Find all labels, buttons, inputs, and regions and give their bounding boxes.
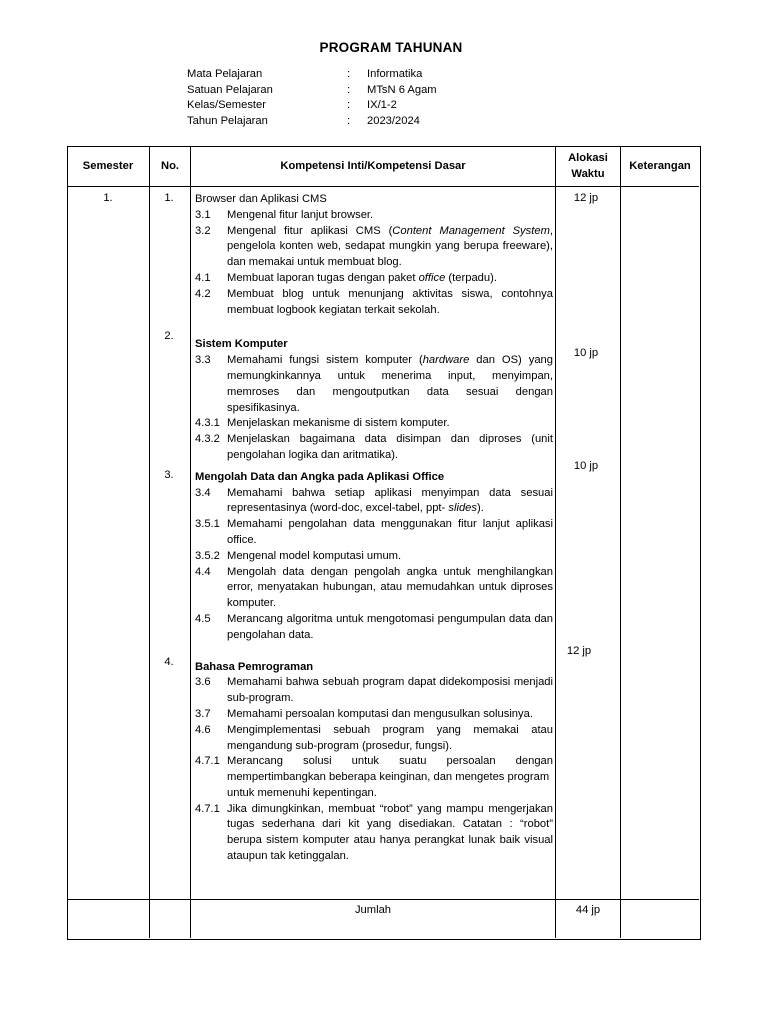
kd-item xyxy=(195,416,553,432)
semester-value: 1. xyxy=(103,192,113,204)
section-no: 4. xyxy=(164,656,174,668)
section-no: 2. xyxy=(164,330,174,342)
section-time: 12 jp xyxy=(573,192,599,204)
kd-text: Memahami persoalan komputasi dan mengusulkan solusinya. xyxy=(227,707,533,720)
header-alokasi-line1: Alokasi xyxy=(568,152,608,164)
total-value: 44 jp xyxy=(575,904,601,916)
kd-item xyxy=(195,612,553,644)
table-divider xyxy=(190,146,191,938)
kd-text: Merancang algoritma untuk mengotomasi pengumpulan data dan pengolahan data. xyxy=(227,612,553,641)
kd-item xyxy=(195,208,553,224)
kd-number: 3.1 xyxy=(195,208,211,221)
meta-colon: : xyxy=(347,83,351,96)
meta-row-class xyxy=(187,98,437,114)
kd-item xyxy=(195,486,553,518)
kd-number: 4.6 xyxy=(195,723,211,736)
table-divider xyxy=(620,146,621,938)
meta-value: 2023/2024 xyxy=(367,114,420,127)
section-mengolah-data xyxy=(195,470,553,644)
kd-text: Merancang solusi untuk suatu persoalan dengan mempertimbangkan beberapa keinginan, dan mengetes program untuk memenuhi kepentingan. xyxy=(227,755,553,799)
kd-item xyxy=(195,287,553,319)
kd-text: Mengolah data dengan pengolah angka untuk menghilangkan error, menyatakan hubungan, atau memudahkan untuk diproses komputer. xyxy=(227,565,553,610)
kd-item xyxy=(195,271,553,287)
section-time: 10 jp xyxy=(573,347,599,359)
kd-text: Mengimplementasi sebuah program yang memakai atau mengandung sub-program (prosedur, fungsi). xyxy=(227,723,553,752)
program-table xyxy=(67,146,701,940)
kd-item xyxy=(195,353,553,416)
section-browser-cms xyxy=(195,192,553,318)
kd-text: Jika dimungkinkan, membuat “robot” yang mampu mengerjakan tugas sederhana dari kit yang disediakan. Catatan : “robot” berupa sistem komputer atau hanya perangkat lunak baik visual ataupun tak ketinggalan. xyxy=(227,802,553,863)
kd-item xyxy=(195,754,553,801)
section-time: 12 jp xyxy=(566,645,592,657)
kd-number: 3.5.1 xyxy=(195,518,220,531)
kd-number: 4.3.2 xyxy=(195,433,220,446)
meta-value: MTsN 6 Agam xyxy=(367,83,437,96)
table-divider xyxy=(149,146,150,938)
kd-text: Membuat blog untuk menunjang aktivitas siswa, contohnya membuat logbook kegiatan terkait sekolah. xyxy=(227,287,553,316)
kd-text: Memahami bahwa setiap aplikasi menyimpan data sesuai representasinya (word-doc, excel-tabel, ppt- slides). xyxy=(227,486,553,515)
kd-number: 4.1 xyxy=(195,271,211,284)
header-alokasi xyxy=(556,146,620,186)
kd-text: Menjelaskan bagaimana data disimpan dan diproses (unit pengolahan logika dan aritmatika). xyxy=(227,433,553,461)
kd-number: 3.7 xyxy=(195,707,211,720)
kd-number: 3.2 xyxy=(195,224,211,237)
meta-value: Informatika xyxy=(367,68,423,80)
kd-number: 3.5.2 xyxy=(195,549,220,562)
meta-colon: : xyxy=(347,114,351,127)
header-kompetensi: Kompetensi Inti/Kompetensi Dasar xyxy=(280,160,466,172)
section-title: Bahasa Pemrograman xyxy=(195,660,314,673)
header-alokasi-line2: Waktu xyxy=(571,168,605,180)
kompetensi-content xyxy=(195,192,553,865)
header-keterangan: Keterangan xyxy=(629,160,691,172)
document-meta xyxy=(187,67,437,129)
section-title: Mengolah Data dan Angka pada Aplikasi Office xyxy=(195,470,445,483)
table-divider xyxy=(555,146,556,938)
kd-item xyxy=(195,565,553,612)
kd-number: 4.7.1 xyxy=(195,755,220,768)
section-no: 1. xyxy=(164,192,174,204)
kd-item xyxy=(195,549,553,565)
kd-text: Mengenal fitur lanjut browser. xyxy=(227,208,374,221)
kd-item xyxy=(195,517,553,549)
header-semester: Semester xyxy=(82,160,134,172)
meta-row-school xyxy=(187,83,437,99)
section-no: 3. xyxy=(164,469,174,481)
meta-label: Mata Pelajaran xyxy=(187,68,263,80)
kd-number: 3.4 xyxy=(195,486,211,499)
kd-item xyxy=(195,802,553,865)
section-bahasa-pemrograman xyxy=(195,660,553,865)
kd-text: Mengenal model komputasi umum. xyxy=(227,549,402,562)
kd-number: 3.3 xyxy=(195,354,211,367)
kd-number: 4.7.1 xyxy=(195,802,220,815)
meta-value: IX/1-2 xyxy=(367,99,397,111)
header-no: No. xyxy=(160,160,180,172)
meta-label: Satuan Pelajaran xyxy=(187,83,273,96)
meta-label: Kelas/Semester xyxy=(187,99,266,111)
kd-text: Mengenal fitur aplikasi CMS (Content Management System, pengelola konten web, sedapat mungkin yang berupa freeware), dan memakai untuk membuat blog. xyxy=(227,224,553,269)
total-divider xyxy=(67,899,699,900)
kd-text: Memahami bahwa sebuah program dapat didekomposisi menjadi sub-program. xyxy=(227,676,553,705)
section-title: Browser dan Aplikasi CMS xyxy=(195,193,327,205)
kd-text: Memahami fungsi sistem komputer (hardware dan OS) yang memungkinkannya untuk menerima input, menyimpan, memroses dan mengoutputkan data sesuai dengan spesifikasinya. xyxy=(227,354,553,414)
kd-item xyxy=(195,707,553,723)
section-sistem-komputer xyxy=(195,337,553,463)
kd-item xyxy=(195,675,553,707)
meta-row-subject xyxy=(187,67,437,83)
kd-number: 4.4 xyxy=(195,565,211,578)
kd-number: 4.5 xyxy=(195,612,211,625)
total-label: Jumlah xyxy=(354,904,392,916)
meta-colon: : xyxy=(347,68,351,80)
kd-item xyxy=(195,432,553,464)
kd-text: Membuat laporan tugas dengan paket office (terpadu). xyxy=(227,271,497,284)
kd-text: Menjelaskan mekanisme di sistem komputer. xyxy=(227,417,450,430)
kd-number: 4.2 xyxy=(195,287,211,300)
kd-number: 4.3.1 xyxy=(195,417,220,430)
section-time: 10 jp xyxy=(573,460,599,472)
kd-number: 3.6 xyxy=(195,676,211,689)
meta-label: Tahun Pelajaran xyxy=(187,114,268,127)
section-title: Sistem Komputer xyxy=(195,338,288,351)
header-divider xyxy=(67,186,699,187)
kd-item xyxy=(195,723,553,755)
kd-text: Memahami pengolahan data menggunakan fitur lanjut aplikasi office. xyxy=(227,518,553,546)
meta-row-year xyxy=(187,114,437,130)
kd-item xyxy=(195,224,553,271)
page-title: PROGRAM TAHUNAN xyxy=(319,40,463,55)
meta-colon: : xyxy=(347,99,351,111)
